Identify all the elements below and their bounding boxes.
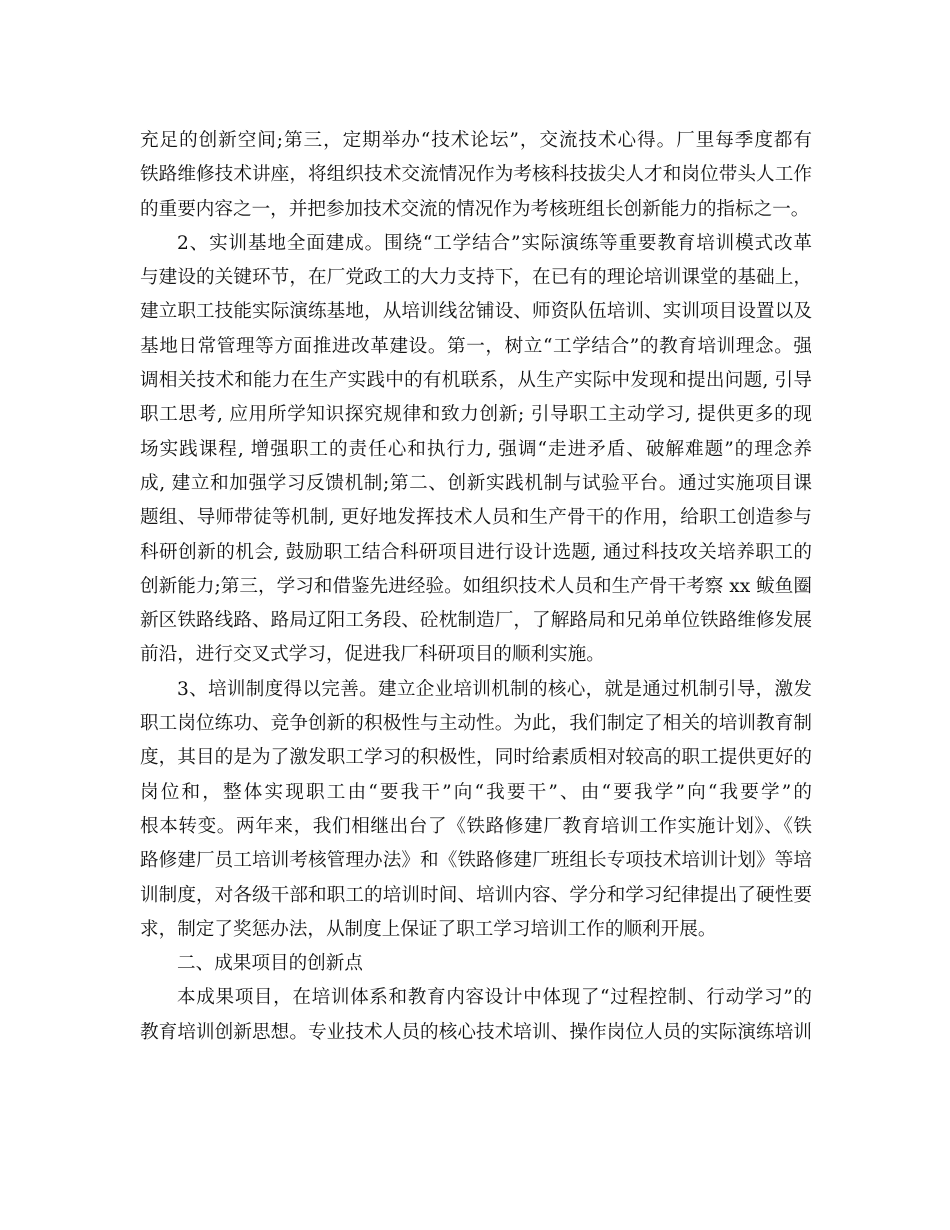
text-line: 调相关技术和能力在生产实践中的有机联系，从生产实际中发现和提出问题, 引导 bbox=[140, 370, 812, 392]
text-line: 与建设的关键环节，在厂党政工的大力支持下，在已有的理论培训课堂的基础上， bbox=[140, 267, 812, 289]
document-body bbox=[140, 124, 812, 1050]
text-line: 场实践课程, 增强职工的责任心和执行力, 强调“走进矛盾、破解难题”的理念养 bbox=[140, 438, 812, 460]
text-line: 职工岗位练功、竞争创新的积极性与主动性。为此，我们制定了相关的培训教育制 bbox=[140, 713, 812, 735]
paragraph-start-line: 3、培训制度得以完善。建立企业培训机制的核心，就是通过机制引导，激发 bbox=[177, 678, 812, 700]
text-line: 前沿，进行交叉式学习，促进我厂科研项目的顺利实施。 bbox=[140, 644, 605, 666]
text-line: 求，制定了奖惩办法，从制度上保证了职工学习培训工作的顺利开展。 bbox=[140, 918, 717, 940]
text-line: 题组、导师带徒等机制, 更好地发挥技术人员和生产骨干的作用，给职工创造参与 bbox=[140, 507, 812, 529]
paragraph-start-line: 本成果项目，在培训体系和教育内容设计中体现了“过程控制、行动学习”的 bbox=[177, 987, 812, 1009]
section-heading: 二、成果项目的创新点 bbox=[177, 953, 363, 975]
text-line: 教育培训创新思想。专业技术人员的核心技术培训、操作岗位人员的实际演练培训 bbox=[140, 1021, 812, 1043]
text-line: 成, 建立和加强学习反馈机制;第二、创新实践机制与试验平台。通过实施项目课 bbox=[140, 472, 812, 494]
text-line: 创新能力;第三，学习和借鉴先进经验。如组织技术人员和生产骨干考察 xx 鲅鱼圈 bbox=[140, 575, 812, 597]
text-line: 充足的创新空间;第三，定期举办“技术论坛”，交流技术心得。厂里每季度都有 bbox=[140, 130, 812, 151]
text-line: 的重要内容之一，并把参加技术交流的情况作为考核班组长创新能力的指标之一。 bbox=[140, 198, 810, 220]
text-line: 基地日常管理等方面推进改革建设。第一，树立“工学结合”的教育培训理念。强 bbox=[140, 335, 812, 357]
paragraph-start-line: 2、实训基地全面建成。围绕“工学结合”实际演练等重要教育培训模式改革 bbox=[177, 232, 812, 254]
text-line: 路修建厂员工培训考核管理办法》和《铁路修建厂班组长专项技术培训计划》等培 bbox=[140, 850, 812, 872]
text-line: 岗位和，整体实现职工由“要我干”向“我要干”、由“要我学”向“我要学”的 bbox=[140, 781, 812, 803]
text-line: 铁路维修技术讲座，将组织技术交流情况作为考核科技拔尖人才和岗位带头人工作 bbox=[140, 164, 812, 186]
text-line: 度，其目的是为了激发职工学习的积极性，同时给素质相对较高的职工提供更好的 bbox=[140, 747, 812, 769]
text-line: 新区铁路线路、路局辽阳工务段、砼枕制造厂，了解路局和兄弟单位铁路维修发展 bbox=[140, 610, 812, 632]
text-line: 建立职工技能实际演练基地，从培训线岔铺设、师资队伍培训、实训项目设置以及 bbox=[140, 301, 812, 323]
text-line: 根本转变。两年来，我们相继出台了《铁路修建厂教育培训工作实施计划》、《铁 bbox=[140, 815, 812, 837]
text-line: 训制度，对各级干部和职工的培训时间、培训内容、学分和学习纪律提出了硬性要 bbox=[140, 884, 812, 906]
text-line: 科研创新的机会, 鼓励职工结合科研项目进行设计选题, 通过科技攻关培养职工的 bbox=[140, 541, 812, 563]
text-line: 职工思考, 应用所学知识探究规律和致力创新; 引导职工主动学习, 提供更多的现 bbox=[140, 404, 812, 426]
